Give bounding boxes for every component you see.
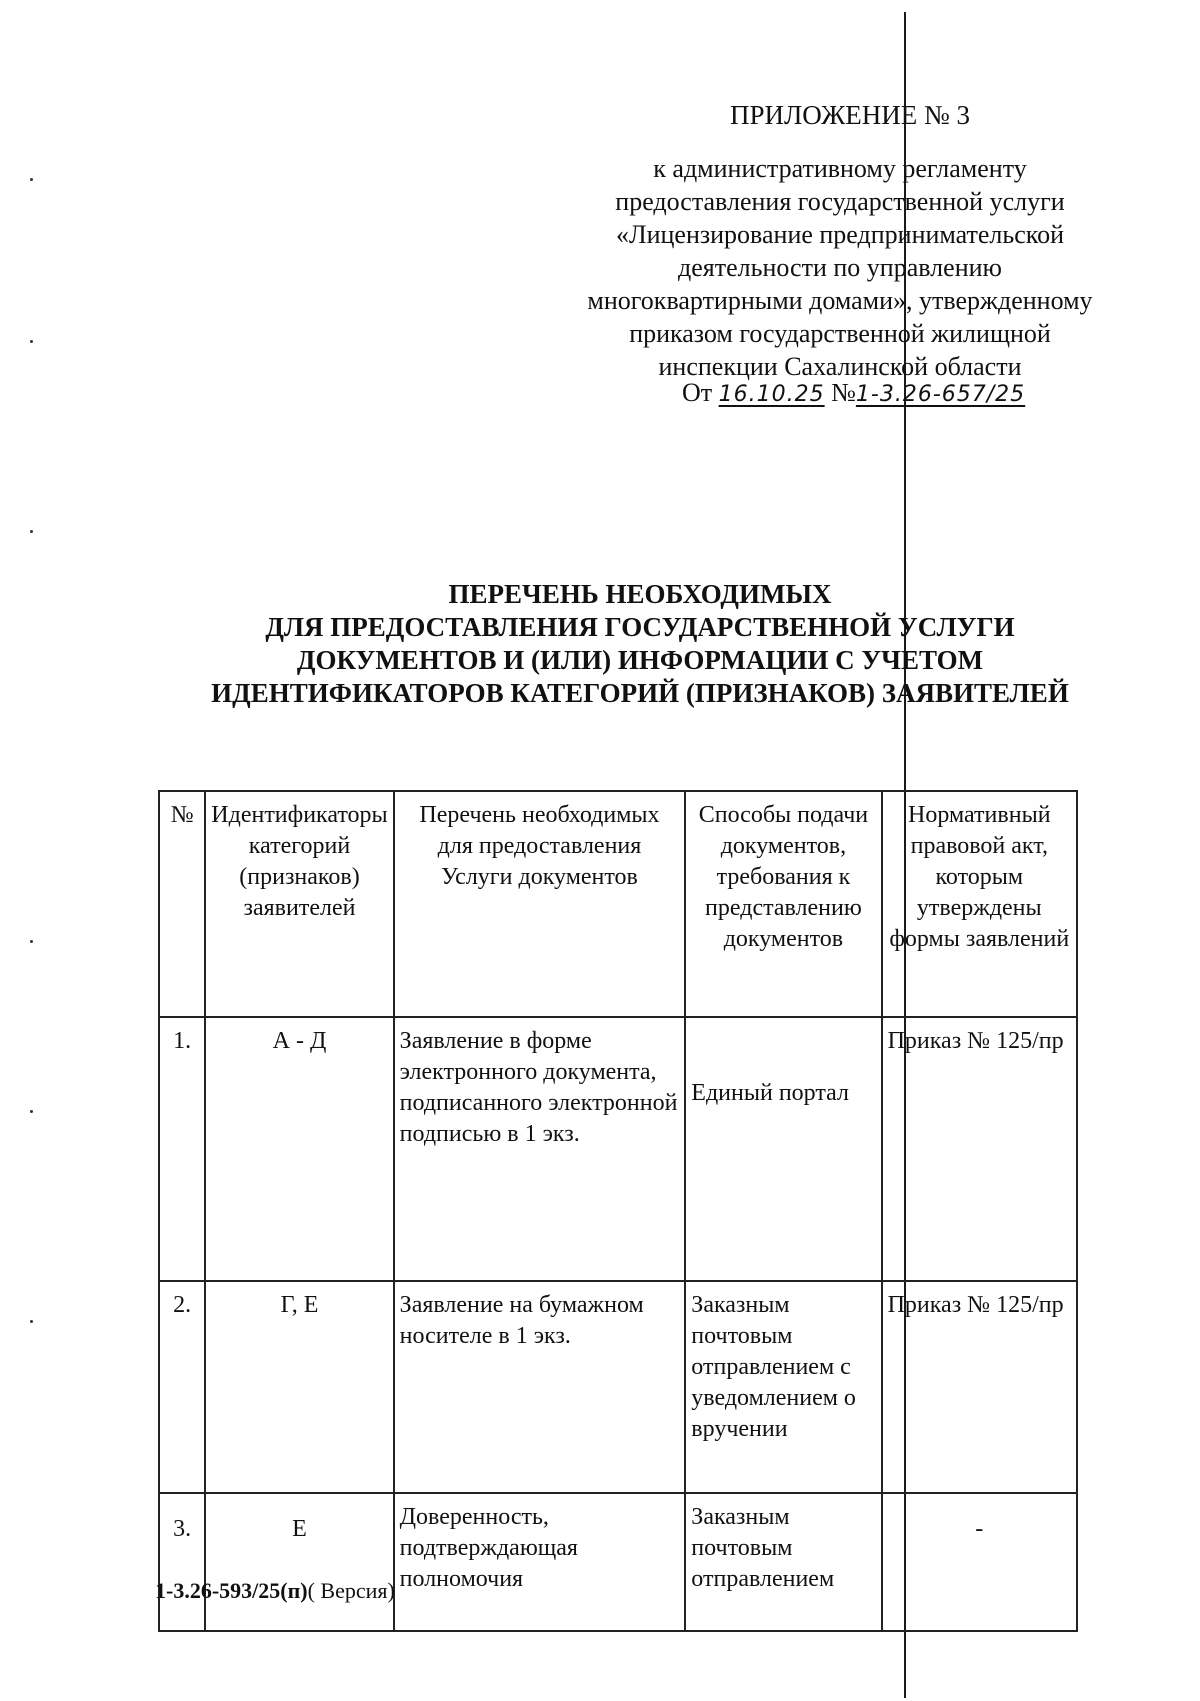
order-prefix: От: [682, 378, 713, 407]
scan-speck: [30, 1320, 33, 1323]
scan-speck: [30, 1110, 33, 1113]
appendix-line: инспекции Сахалинской области: [658, 352, 1022, 381]
cell-methods: Единый портал: [685, 1017, 881, 1281]
appendix-line: многоквартирными домами», утвержденному: [587, 286, 1093, 315]
order-number-prefix: №: [831, 378, 856, 407]
appendix-line: предоставления государственной услуги: [615, 187, 1065, 216]
scan-speck: [30, 530, 33, 533]
header-identifiers: Идентификаторы категорий (признаков) заявителей: [205, 791, 393, 1017]
table-row: [159, 1017, 1077, 1281]
cell-act: Приказ № 125/пр: [882, 1017, 1077, 1281]
cell-act: Приказ № 125/пр: [882, 1281, 1077, 1493]
order-date-handwritten: 16.10.25: [718, 382, 825, 407]
heading-line: ПЕРЕЧЕНЬ НЕОБХОДИМЫХ: [448, 579, 832, 609]
heading-line: ДОКУМЕНТОВ И (ИЛИ) ИНФОРМАЦИИ С УЧЕТОМ: [296, 645, 984, 675]
cell-identifiers: Е: [205, 1493, 393, 1631]
document-heading: [170, 578, 1110, 710]
appendix-line: приказом государственной жилищной: [629, 319, 1051, 348]
scan-speck: [30, 178, 33, 181]
header-act: Нормативный правовой акт, которым утверждены формы заявлений: [882, 791, 1077, 1017]
document-footer: [155, 1578, 395, 1604]
table-row: [159, 1281, 1077, 1493]
table-row: [159, 1493, 1077, 1631]
scan-speck: [30, 340, 33, 343]
cell-num: 2.: [159, 1281, 205, 1493]
appendix-text: [540, 152, 1140, 383]
header-num: №: [159, 791, 205, 1017]
cell-documents: Заявление в форме электронного документа, подписанного электронной подписью в 1 экз.: [394, 1017, 686, 1281]
scan-speck: [30, 940, 33, 943]
cell-documents: Доверенность, подтверждающая полномочия: [394, 1493, 686, 1631]
header-documents: Перечень необходимых для предоставления Услуги документов: [394, 791, 686, 1017]
footer-code: 1-3.26-593/25(п): [155, 1578, 308, 1603]
documents-table: [158, 790, 1078, 1632]
order-reference: [682, 378, 1025, 408]
cell-methods: Заказным почтовым отправлением с уведомлением о вручении: [685, 1281, 881, 1493]
table-header-row: [159, 791, 1077, 1017]
cell-methods: Заказным почтовым отправлением: [685, 1493, 881, 1631]
appendix-title: ПРИЛОЖЕНИЕ № 3: [729, 100, 971, 130]
heading-line: ДЛЯ ПРЕДОСТАВЛЕНИЯ ГОСУДАРСТВЕННОЙ УСЛУГИ: [265, 612, 1015, 642]
footer-suffix: ( Версия): [307, 1578, 395, 1603]
cell-documents: Заявление на бумажном носителе в 1 экз.: [394, 1281, 686, 1493]
cell-act: -: [882, 1493, 1077, 1631]
cell-num: 3.: [159, 1493, 205, 1631]
cell-num: 1.: [159, 1017, 205, 1281]
order-number-handwritten: 1-3.26-657/25: [855, 382, 1026, 407]
appendix-line: «Лицензирование предпринимательской: [615, 220, 1065, 249]
appendix-line: деятельности по управлению: [678, 253, 1002, 282]
heading-line: ИДЕНТИФИКАТОРОВ КАТЕГОРИЙ (ПРИЗНАКОВ) ЗАЯВИТЕЛЕЙ: [211, 678, 1069, 708]
header-methods: Способы подачи документов, требования к представлению документов: [685, 791, 881, 1017]
cell-identifiers: Г, Е: [205, 1281, 393, 1493]
cell-identifiers: А - Д: [205, 1017, 393, 1281]
appendix-line: к административному регламенту: [653, 154, 1027, 183]
